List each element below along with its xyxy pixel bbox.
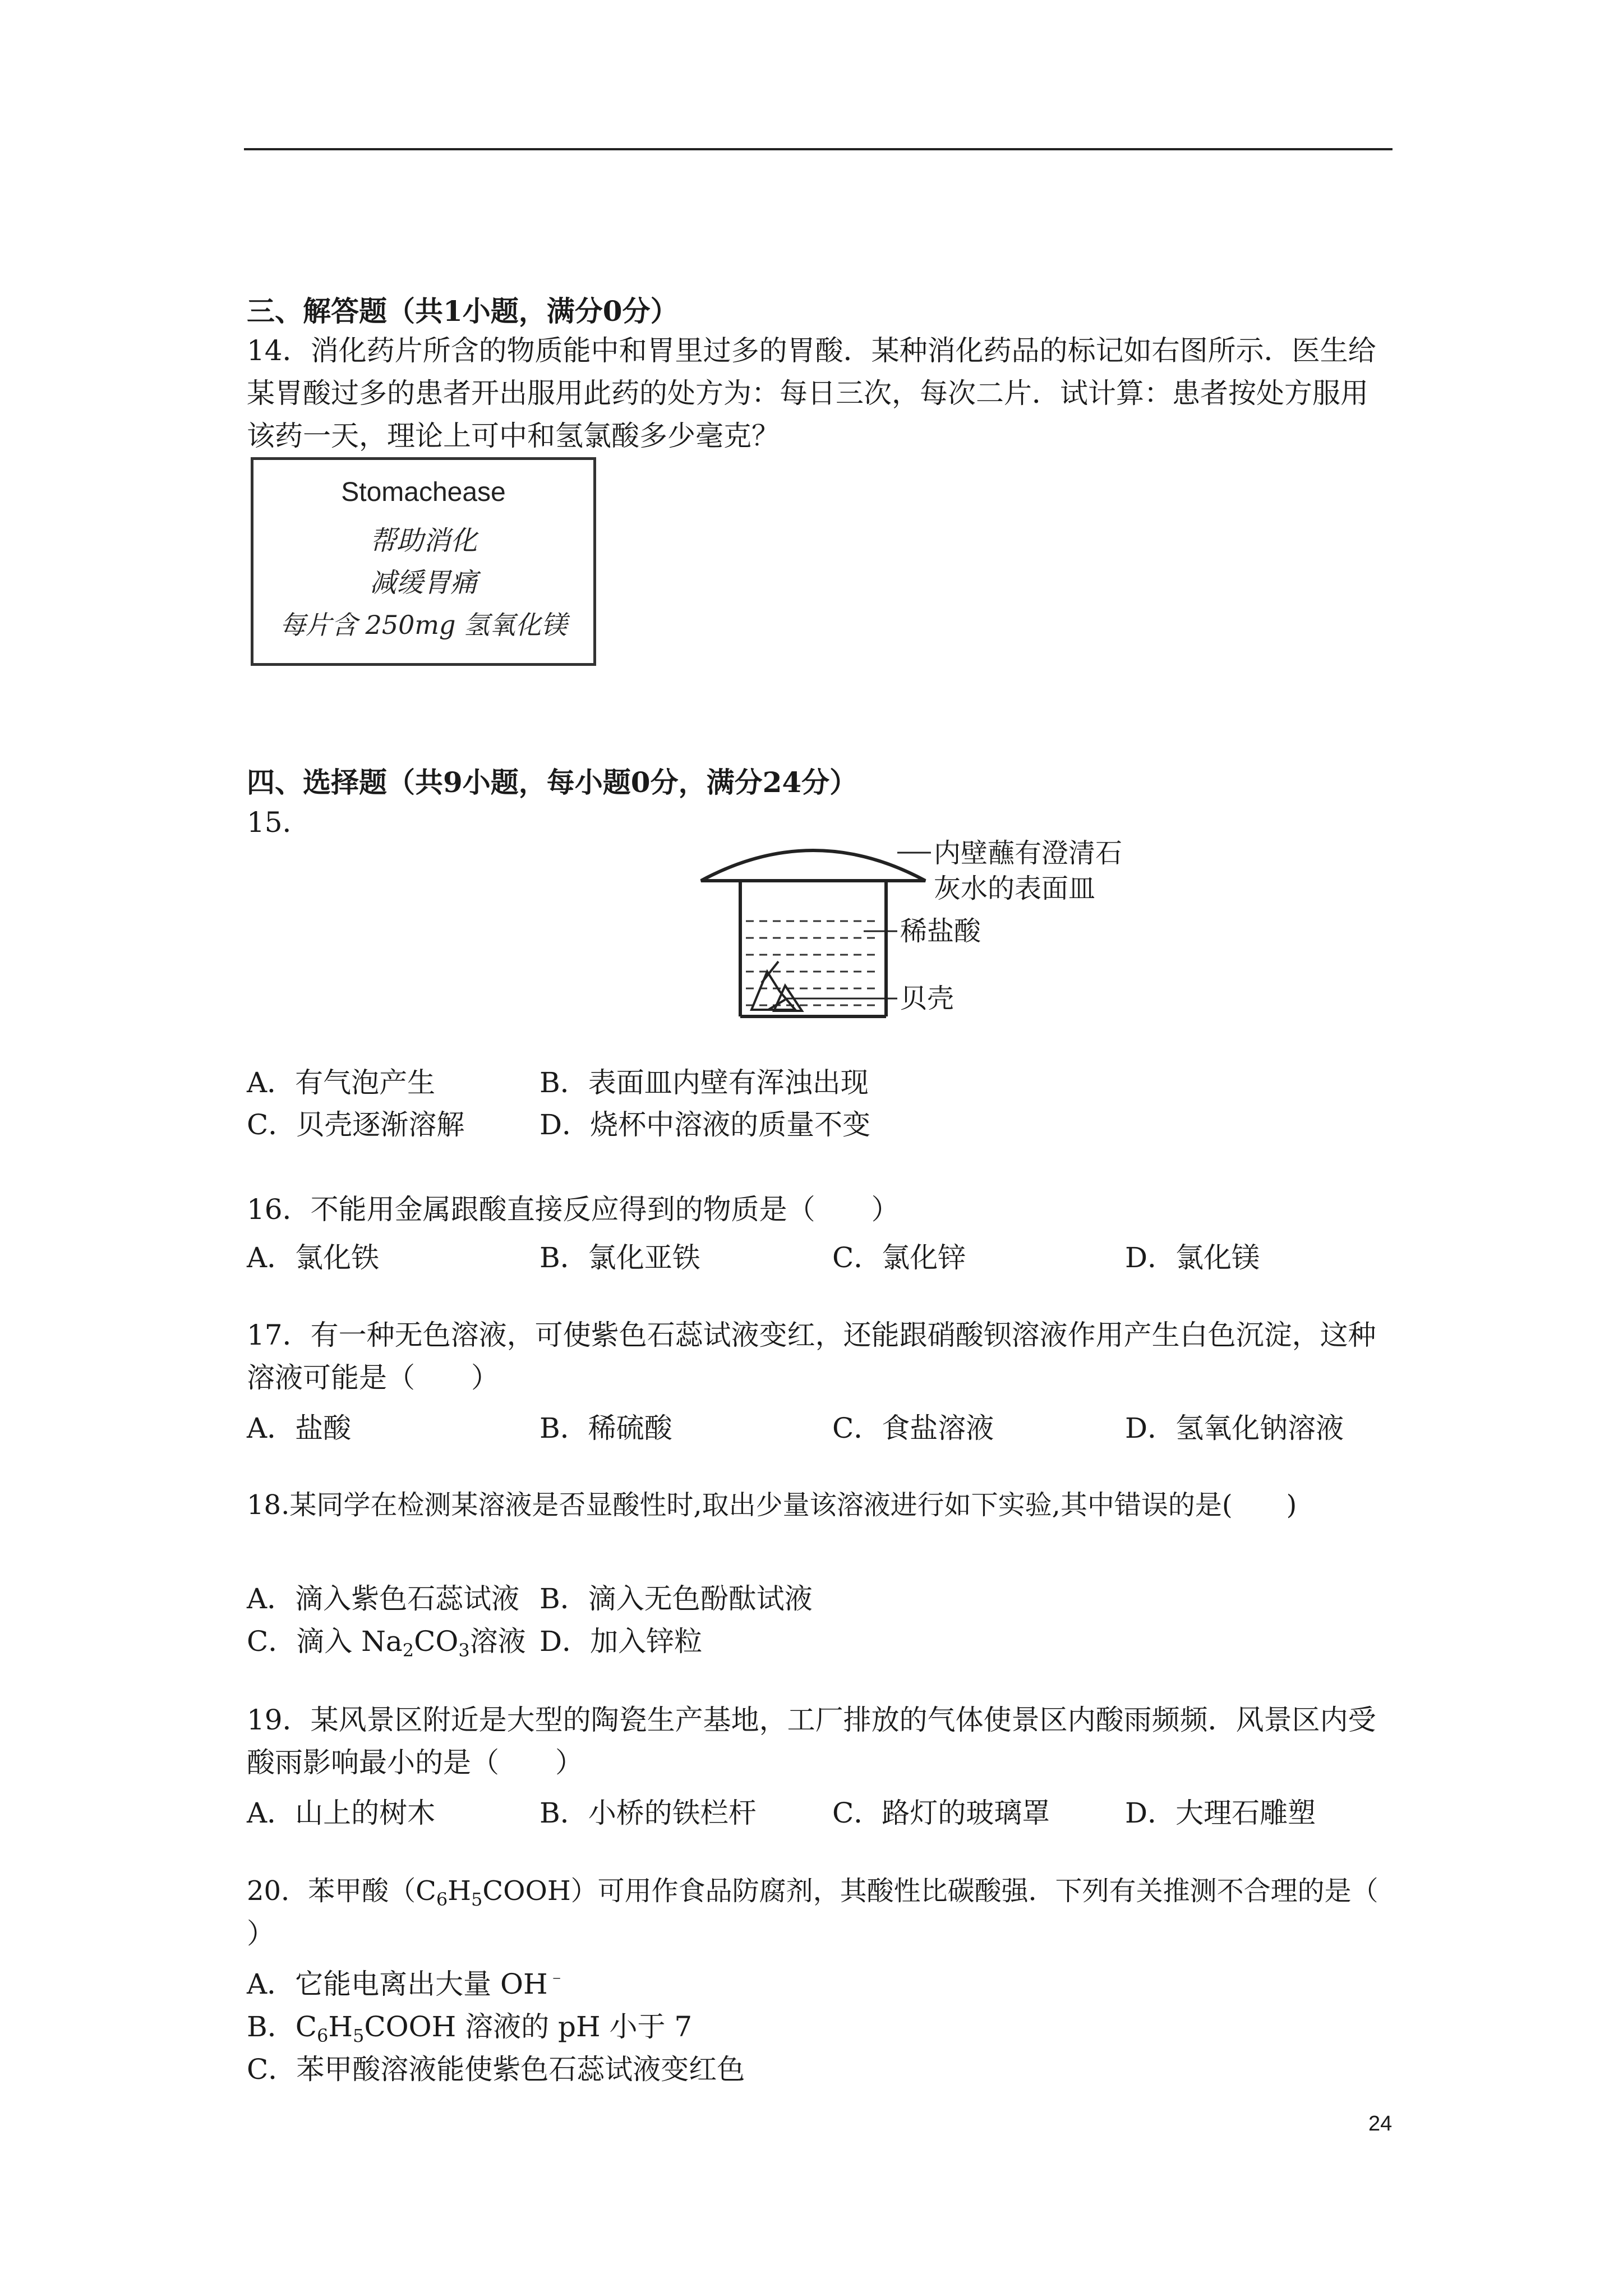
question-20-line-1 bbox=[247, 1870, 1378, 1921]
question-17-line-2: 溶液可能是（ ） bbox=[247, 1361, 499, 1394]
q17-option-a[interactable]: A．盐酸 bbox=[247, 1412, 352, 1444]
section-heading-4: 四、选择题（共9小题，每小题0分，满分24分） bbox=[247, 766, 858, 799]
label-shell: 贝壳 bbox=[900, 983, 955, 1014]
q18-option-a[interactable]: A．滴入紫色石蕊试液 bbox=[247, 1582, 520, 1615]
medicine-label-line-3: 减缓胃痛 bbox=[369, 567, 477, 599]
q17-option-b[interactable]: B．稀硫酸 bbox=[540, 1412, 672, 1444]
beaker bbox=[740, 879, 886, 1016]
section-heading-3: 三、解答题（共1小题，满分0分） bbox=[247, 295, 679, 328]
q18-option-c-text-3: 溶液 bbox=[469, 1625, 526, 1658]
medicine-label-line-2: 帮助消化 bbox=[369, 525, 477, 556]
q16-option-d[interactable]: D．氯化镁 bbox=[1125, 1241, 1260, 1274]
question-16-stem: 16．不能用金属跟酸直接反应得到的物质是（ ） bbox=[247, 1193, 900, 1226]
q18-option-c-text-1: C．滴入 Na bbox=[247, 1625, 403, 1658]
label-acid: 稀盐酸 bbox=[900, 915, 981, 947]
q18-option-c-text-2: CO bbox=[414, 1625, 459, 1658]
q17-option-c[interactable]: C．食盐溶液 bbox=[832, 1412, 994, 1444]
shell-pieces bbox=[751, 961, 802, 1011]
q20-stem-text-2: H bbox=[448, 1875, 472, 1907]
q19-option-c[interactable]: C．路灯的玻璃罩 bbox=[832, 1797, 1050, 1829]
q19-option-b[interactable]: B．小桥的铁栏杆 bbox=[540, 1797, 757, 1829]
watch-glass bbox=[701, 850, 925, 881]
question-18-stem: 18.某同学在检测某溶液是否显酸性时,取出少量该溶液进行如下实验,其中错误的是( ) bbox=[247, 1489, 1297, 1521]
question-14-line-2: 某胃酸过多的患者开出服用此药的处方为：每日三次，每次二片．试计算：患者按处方服用 bbox=[247, 377, 1368, 409]
q20-option-b-text-2: H bbox=[328, 2010, 353, 2043]
q16-option-b[interactable]: B．氯化亚铁 bbox=[540, 1241, 700, 1274]
label-dish-line-2: 灰水的表面皿 bbox=[934, 873, 1096, 904]
q18-option-c[interactable] bbox=[247, 1619, 526, 1661]
q15-option-b[interactable]: B．表面皿内壁有浑浊出现 bbox=[540, 1066, 869, 1099]
q16-option-c[interactable]: C．氯化锌 bbox=[832, 1241, 966, 1274]
q20-option-b-sub-1: 6 bbox=[317, 2025, 329, 2046]
q18-option-c-sub-2: 3 bbox=[458, 1640, 470, 1661]
acid-liquid bbox=[746, 921, 880, 1005]
q20-stem-text-3: COOH）可用作食品防腐剂，其酸性比碳酸强．下列有关推测不合理的是（ bbox=[482, 1875, 1378, 1907]
q18-option-d[interactable]: D．加入锌粒 bbox=[540, 1625, 703, 1658]
experiment-figure bbox=[695, 831, 1166, 1022]
q17-option-d[interactable]: D．氢氧化钠溶液 bbox=[1125, 1412, 1344, 1444]
q20-stem-text-1: 20．苯甲酸（C bbox=[247, 1875, 436, 1907]
medicine-label-name: Stomachease bbox=[341, 477, 506, 507]
medicine-label bbox=[251, 457, 596, 666]
q15-option-d[interactable]: D．烧杯中溶液的质量不变 bbox=[540, 1108, 871, 1141]
question-14-line-3: 该药一天，理论上可中和氢氯酸多少毫克？ bbox=[247, 420, 780, 452]
q20-option-b-sub-2: 5 bbox=[352, 2025, 365, 2046]
question-17-line-1: 17．有一种无色溶液，可使紫色石蕊试液变红，还能跟硝酸钡溶液作用产生白色沉淀，这种 bbox=[247, 1319, 1376, 1351]
q20-stem-sub-1: 6 bbox=[436, 1889, 448, 1910]
q19-option-a[interactable]: A．山上的树木 bbox=[247, 1797, 436, 1829]
label-dish-line-1: 内壁蘸有澄清石 bbox=[934, 838, 1123, 869]
q19-option-d[interactable]: D．大理石雕塑 bbox=[1125, 1797, 1316, 1829]
question-19-line-2: 酸雨影响最小的是（ ） bbox=[247, 1746, 583, 1779]
question-15-number: 15． bbox=[247, 806, 311, 839]
q20-option-a-text: A．它能电离出大量 OH bbox=[247, 1968, 548, 2000]
q20-option-b[interactable] bbox=[247, 2004, 692, 2046]
question-20-line-2: ） bbox=[247, 1917, 275, 1950]
q18-option-b[interactable]: B．滴入无色酚酞试液 bbox=[540, 1582, 813, 1615]
q15-option-c[interactable]: C．贝壳逐渐溶解 bbox=[247, 1108, 465, 1141]
q20-option-b-text-1: B．C bbox=[247, 2010, 317, 2043]
medicine-label-line-4: 每片含 250mg 氢氧化镁 bbox=[279, 610, 568, 640]
q20-stem-sub-2: 5 bbox=[471, 1889, 483, 1910]
question-19-line-1: 19．某风景区附近是大型的陶瓷生产基地，工厂排放的气体使景区内酸雨频频．风景区内受 bbox=[247, 1704, 1376, 1736]
page-number: 24 bbox=[1368, 2112, 1393, 2136]
question-14-line-1: 14．消化药片所含的物质能中和胃里过多的胃酸．某种消化药品的标记如右图所示．医生给 bbox=[247, 334, 1376, 367]
q18-option-c-sub-1: 2 bbox=[402, 1640, 414, 1661]
q20-option-c[interactable]: C．苯甲酸溶液能使紫色石蕊试液变红色 bbox=[247, 2053, 745, 2086]
q20-option-b-text-3: COOH 溶液的 pH 小于 7 bbox=[364, 2010, 693, 2043]
q20-option-a[interactable] bbox=[247, 1962, 566, 2002]
q20-option-a-sup: ﹣ bbox=[547, 1966, 566, 1987]
header-rule bbox=[244, 148, 1393, 150]
q15-option-a[interactable]: A．有气泡产生 bbox=[247, 1066, 436, 1099]
q16-option-a[interactable]: A．氯化铁 bbox=[247, 1241, 380, 1274]
